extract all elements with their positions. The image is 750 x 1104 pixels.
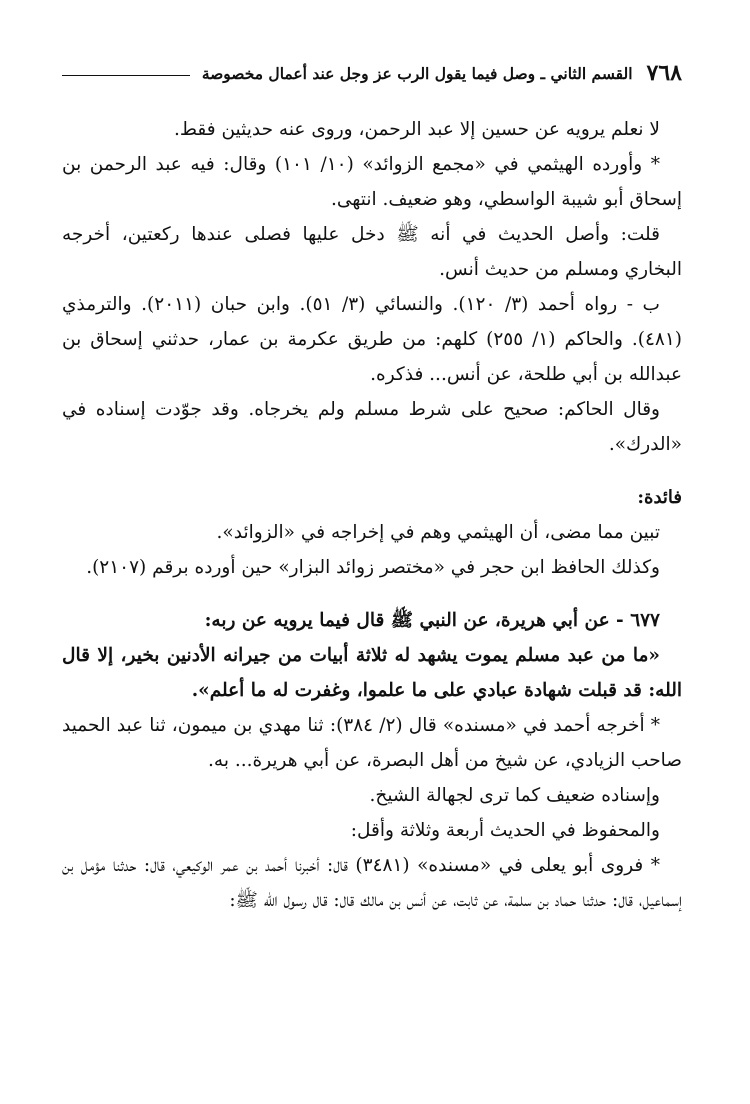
paragraph: وكذلك الحافظ ابن حجر في «مختصر زوائد البزار» حين أورده برقم (٢١٠٧). [86,557,660,578]
paragraph: وإسناده ضعيف كما ترى لجهالة الشيخ. [369,785,660,806]
paragraph: قلت: وأصل الحديث في أنه ﷺ دخل عليها فصلى عندها ركعتين، أخرجه البخاري ومسلم من حديث أنس. [62,224,682,280]
paragraph: لا نعلم يرويه عن حسين إلا عبد الرحمن، وروى عنه حديثين فقط. [173,119,660,140]
paragraph: * أخرجه أحمد في «مسنده» قال (٢/ ٣٨٤): ثنا مهدي بن ميمون، ثنا عبد الحميد صاحب الزيادي، عن شيخ من أهل البصرة، عن أبي هريرة... به. [62,715,682,771]
running-title: القسم الثاني ـ وصل فيما يقول الرب عز وجل عند أعمال مخصوصة [201,63,633,83]
page-header [62,58,682,88]
main-text [62,112,682,918]
hadith-text: «ما من عبد مسلم يموت يشهد له ثلاثة أبيات من جيرانه الأدنين بخير، إلا قال الله: قد قبلت شهادة عبادي على ما علموا، وغفرت له ما أعلم». [62,645,682,701]
section-heading: فائدة: [637,487,682,508]
spacer [62,462,682,480]
page-number: ٧٦٨ [646,60,682,86]
paragraph: * فروى أبو يعلى في «مسنده» (٣٤٨١) قال: أخبرنا أحمد بن عمر الوكيعي، قال: حدثنا مؤمل بن إسماعيل، قال: حدثنا حماد بن سلمة، عن ثابت، عن أنس بن مالك قال: قال رسول الله ﷺ: [62,855,682,911]
paragraph: والمحفوظ في الحديث أربعة وثلاثة وأقل: [350,820,660,841]
hadith-heading: ٦٧٧ - عن أبي هريرة، عن النبي ﷺ قال فيما يرويه عن ربه: [204,610,660,631]
paragraph: وقال الحاكم: صحيح على شرط مسلم ولم يخرجاه. وقد جوّدت إسناده في «الدرك». [62,399,682,455]
paragraph: تبين مما مضى، أن الهيثمي وهم في إخراجه في «الزوائد». [216,522,660,543]
paragraph: ب - رواه أحمد (٣/ ١٢٠). والنسائي (٣/ ٥١). وابن حبان (٢٠١١). والترمذي (٤٨١). والحاكم (١/ ٢٥٥) كلهم: من طريق عكرمة بن عمار، حدثني إسحاق بن عبدالله بن أبي طلحة، عن أنس... فذكره. [62,294,682,385]
spacer [62,585,682,603]
header-rule [62,75,190,76]
paragraph: * وأورده الهيثمي في «مجمع الزوائد» (١٠/ ١٠١) وقال: فيه عبد الرحمن بن إسحاق أبو شيبة الواسطي، وهو ضعيف. انتهى. [62,154,682,210]
